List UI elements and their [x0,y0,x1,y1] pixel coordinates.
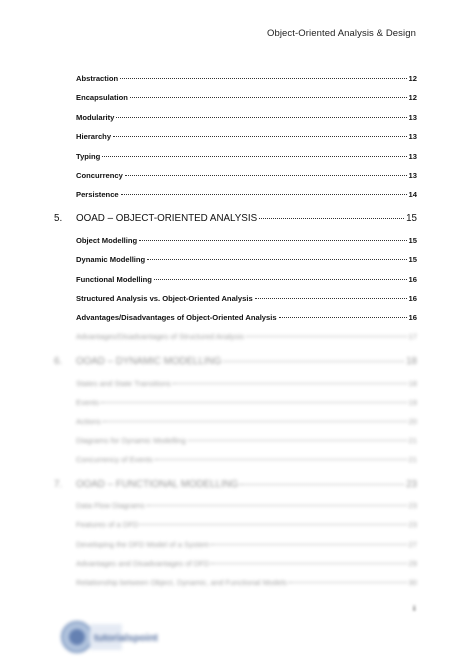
chapter-title: OOAD – DYNAMIC MODELLING [76,356,222,367]
toc-entry-label: Structured Analysis vs. Object-Oriented Analysis [76,294,253,303]
toc-entry[interactable] [76,578,417,590]
toc-entry-page: 20 [408,417,417,426]
leader-dots [173,383,407,384]
leader-dots [116,117,406,118]
toc-entry[interactable] [76,501,417,513]
toc-entry-page: 29 [408,559,417,568]
leader-dots [140,524,406,525]
chapter-title: OOAD – FUNCTIONAL MODELLING [76,479,239,490]
leader-dots [155,459,407,460]
leader-dots [139,240,406,241]
toc-entry-page: 12 [408,74,417,83]
leader-dots [188,440,407,441]
toc-entry-label: Features of a DFD [76,520,139,529]
toc-entry-label: Modularity [76,113,115,122]
leader-dots [259,218,404,219]
toc-entry-label: Dynamic Modelling [76,255,146,264]
toc-entry-page: 16 [408,294,417,303]
leader-dots [211,563,406,564]
toc-entry-label: Advantages/Disadvantages of Object-Oriented Analysis [76,313,277,322]
page-number: ii [412,604,416,613]
toc-entry-page: 23 [408,501,417,510]
chapter-number: 5. [54,213,63,224]
leader-dots [121,194,407,195]
leader-dots [147,505,407,506]
leader-dots [130,97,407,98]
leader-dots [147,259,406,260]
toc-entry[interactable] [76,294,417,306]
toc-entry-label: Concurrency [76,171,123,180]
leader-dots [154,279,407,280]
logo-text: tutorialspoint [94,633,158,644]
toc-entry[interactable] [76,255,417,267]
toc-entry-label: Abstraction [76,74,119,83]
toc-entry[interactable] [76,313,417,325]
document-header-title: Object-Oriented Analysis & Design [266,28,416,39]
leader-dots [113,136,407,137]
toc-entry-page: 13 [408,132,417,141]
leader-dots [289,582,406,583]
toc-entry-page: 30 [408,578,417,587]
toc-entry-label: Concurrency of Events [76,455,153,464]
toc-entry-label: Events [76,398,100,407]
toc-entry[interactable] [76,455,417,467]
toc-entry-label: Developing the DFD Model of a System [76,540,210,549]
chapter-title: OOAD – OBJECT-ORIENTED ANALYSIS [76,213,258,224]
toc-entry[interactable] [76,74,417,86]
leader-dots [223,361,404,362]
toc-entry[interactable] [76,332,417,344]
toc-entry-label: Diagrams for Dynamic Modelling [76,436,186,445]
toc-entry-page: 27 [408,540,417,549]
chapter-page: 18 [406,356,417,367]
leader-dots [255,298,407,299]
toc-entry-page: 14 [408,190,417,199]
toc-entry-page: 17 [408,332,417,341]
chapter-page: 23 [406,479,417,490]
toc-entry-label: Persistence [76,190,119,199]
toc-entry[interactable] [76,520,417,532]
chapter-page: 15 [406,213,417,224]
toc-entry-label: States and State Transitions [76,379,171,388]
toc-entry-label: Functional Modelling [76,275,152,284]
leader-dots [240,484,404,485]
toc-entry[interactable] [76,379,417,391]
toc-entry-label: Advantages/Disadvantages of Structured Analysis [76,332,245,341]
toc-entry-page: 21 [408,436,417,445]
toc-entry-label: Advantages and Disadvantages of DFD [76,559,210,568]
toc-entry[interactable] [76,171,417,183]
leader-dots [102,156,406,157]
toc-entry-label: Object Modelling [76,236,138,245]
leader-dots [101,402,406,403]
chapter-number: 7. [54,479,63,490]
toc-entry[interactable] [76,113,417,125]
toc-entry-page: 21 [408,455,417,464]
toc-entry[interactable] [76,417,417,429]
toc-entry-label: Actions [76,417,101,426]
toc-entry-page: 16 [408,275,417,284]
toc-chapter-6[interactable] [54,356,417,370]
leader-dots [125,175,407,176]
toc-entry-page: 16 [408,313,417,322]
toc-entry-page: 12 [408,93,417,102]
toc-chapter-7[interactable] [54,479,417,493]
toc-entry-label: Data Flow Diagrams [76,501,145,510]
toc-entry[interactable] [76,93,417,105]
toc-entry-page: 23 [408,520,417,529]
toc-entry[interactable] [76,540,417,552]
toc-entry-page: 13 [408,152,417,161]
tutorialspoint-logo [60,620,210,654]
toc-entry-label: Typing [76,152,101,161]
toc-chapter-5[interactable] [54,213,417,227]
toc-entry-label: Hierarchy [76,132,112,141]
toc-entry[interactable] [76,436,417,448]
toc-entry-page: 13 [408,171,417,180]
toc-entry[interactable] [76,559,417,571]
toc-entry-page: 18 [408,379,417,388]
leader-dots [120,78,406,79]
toc-entry[interactable] [76,132,417,144]
chapter-number: 6. [54,356,63,367]
leader-dots [103,421,407,422]
toc-entry-page: 15 [408,236,417,245]
toc-entry-label: Relationship between Object, Dynamic, and Functional Models [76,578,288,587]
toc-entry[interactable] [76,152,417,164]
toc-entry-page: 19 [408,398,417,407]
leader-dots [211,544,406,545]
toc-entry[interactable] [76,190,417,202]
leader-dots [246,336,407,337]
leader-dots [279,317,407,318]
toc-entry-page: 13 [408,113,417,122]
toc-entry-label: Encapsulation [76,93,128,102]
toc-entry[interactable] [76,398,417,410]
toc-entry-page: 15 [408,255,417,264]
toc-entry[interactable] [76,275,417,287]
toc-entry[interactable] [76,236,417,248]
